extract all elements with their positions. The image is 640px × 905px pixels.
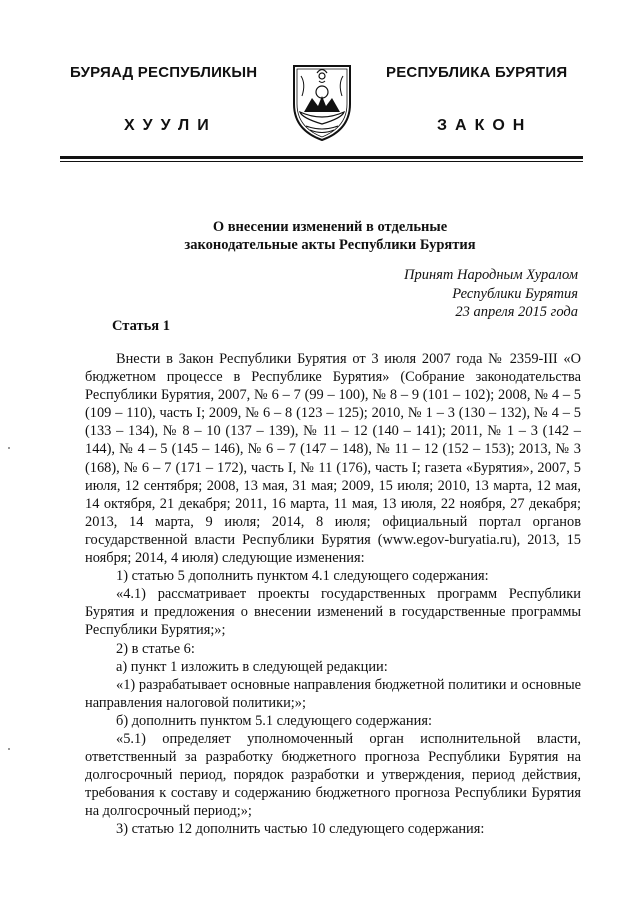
header-divider-thin <box>60 161 583 162</box>
adoption-line: Принят Народным Хуралом <box>403 267 578 283</box>
header-republic-buryatia: РЕСПУБЛИКА БУРЯТИЯ <box>386 64 568 81</box>
header-law: ЗАКОН <box>437 117 533 134</box>
title-line: О внесении изменений в отдельные <box>212 219 448 235</box>
paragraph: «5.1) определяет уполномоченный орган исполнительной власти, ответственный за разработку бюджетного прогноза Республики Бурятия на долгосрочный период, порядок разработки и утверждения, период действия, требования к составу и содержанию бюджетного прогноза Республики Бурятия на долгосрочный период;»; <box>85 730 581 820</box>
article-body <box>85 350 581 839</box>
paragraph: а) пункт 1 изложить в следующей редакции: <box>116 658 388 675</box>
scan-mark <box>8 447 10 449</box>
paragraph: 1) статью 5 дополнить пунктом 4.1 следующего содержания: <box>116 568 489 585</box>
adoption-line: Республики Бурятия <box>452 285 578 302</box>
header-buryat-law: ХУУЛИ <box>124 117 217 134</box>
paragraph: «1) разрабатывает основные направления бюджетной политики и основные направления налоговой политики;»; <box>85 676 581 711</box>
header-divider-thick <box>60 156 583 159</box>
paragraph: б) дополнить пунктом 5.1 следующего содержания: <box>116 712 432 729</box>
scan-mark <box>8 748 10 750</box>
adoption-note <box>360 266 578 322</box>
paragraph: 3) статью 12 дополнить частью 10 следующего содержания: <box>116 821 485 838</box>
paragraph: Внести в Закон Республики Бурятия от 3 июля 2007 года № 2359-III «О бюджетном процессе в Республике Бурятия» (Собрание законодательства Республики Бурятия, 2007, № 6 – 7 (99 – 100), № 8 – 9 (101 – 102); 2008, № 4 – 5 (109 – 110), часть I; 2009, № 6 – 8 (123 – 125); 2010, № 1 – 3 (130 – 132), № 4 – 5 (133 – 134), № 8 – 10 (137 – 139), № 11 – 12 (140 – 141); 2011, № 1 – 3 (142 – 144), № 4 – 5 (145 – 146), № 6 – 7 (147 – 148), № 11 – 12 (152 – 153); 2013, № 3 (168), № 6 – 7 (171 – 172), часть I, № 11 (176), часть I; газета «Бурятия», 2007, 5 июля, 12 сентября; 2008, 13 мая, 31 мая; 2009, 15 июля; 2010, 13 марта, 12 мая, 14 октября, 21 декабря; 2011, 16 марта, 11 мая, 13 июля, 22 ноября, 27 декабря; 2013, 14 марта, 9 июля; 2014, 8 июля; официальный портал органов государственной власти Республики Бурятия (www.egov-buryatia.ru), 2013, 15 ноября; 2014, 4 июля) следующие изменения: <box>85 351 581 567</box>
paragraph: 2) в статье 6: <box>116 640 195 657</box>
title-line: законодательные акты Республики Бурятия <box>184 237 476 253</box>
adoption-date: 23 апреля 2015 года <box>455 304 578 320</box>
article-heading: Статья 1 <box>112 318 170 334</box>
document-title <box>140 218 520 254</box>
header-buryat-republic: БУРЯАД РЕСПУБЛИКЫН <box>70 64 258 81</box>
buryatia-coat-of-arms-icon <box>290 52 354 142</box>
paragraph: «4.1) рассматривает проекты государственных программ Республики Бурятия и предложения о внесении изменений в государственные программы Республики Бурятия;»; <box>85 586 581 639</box>
